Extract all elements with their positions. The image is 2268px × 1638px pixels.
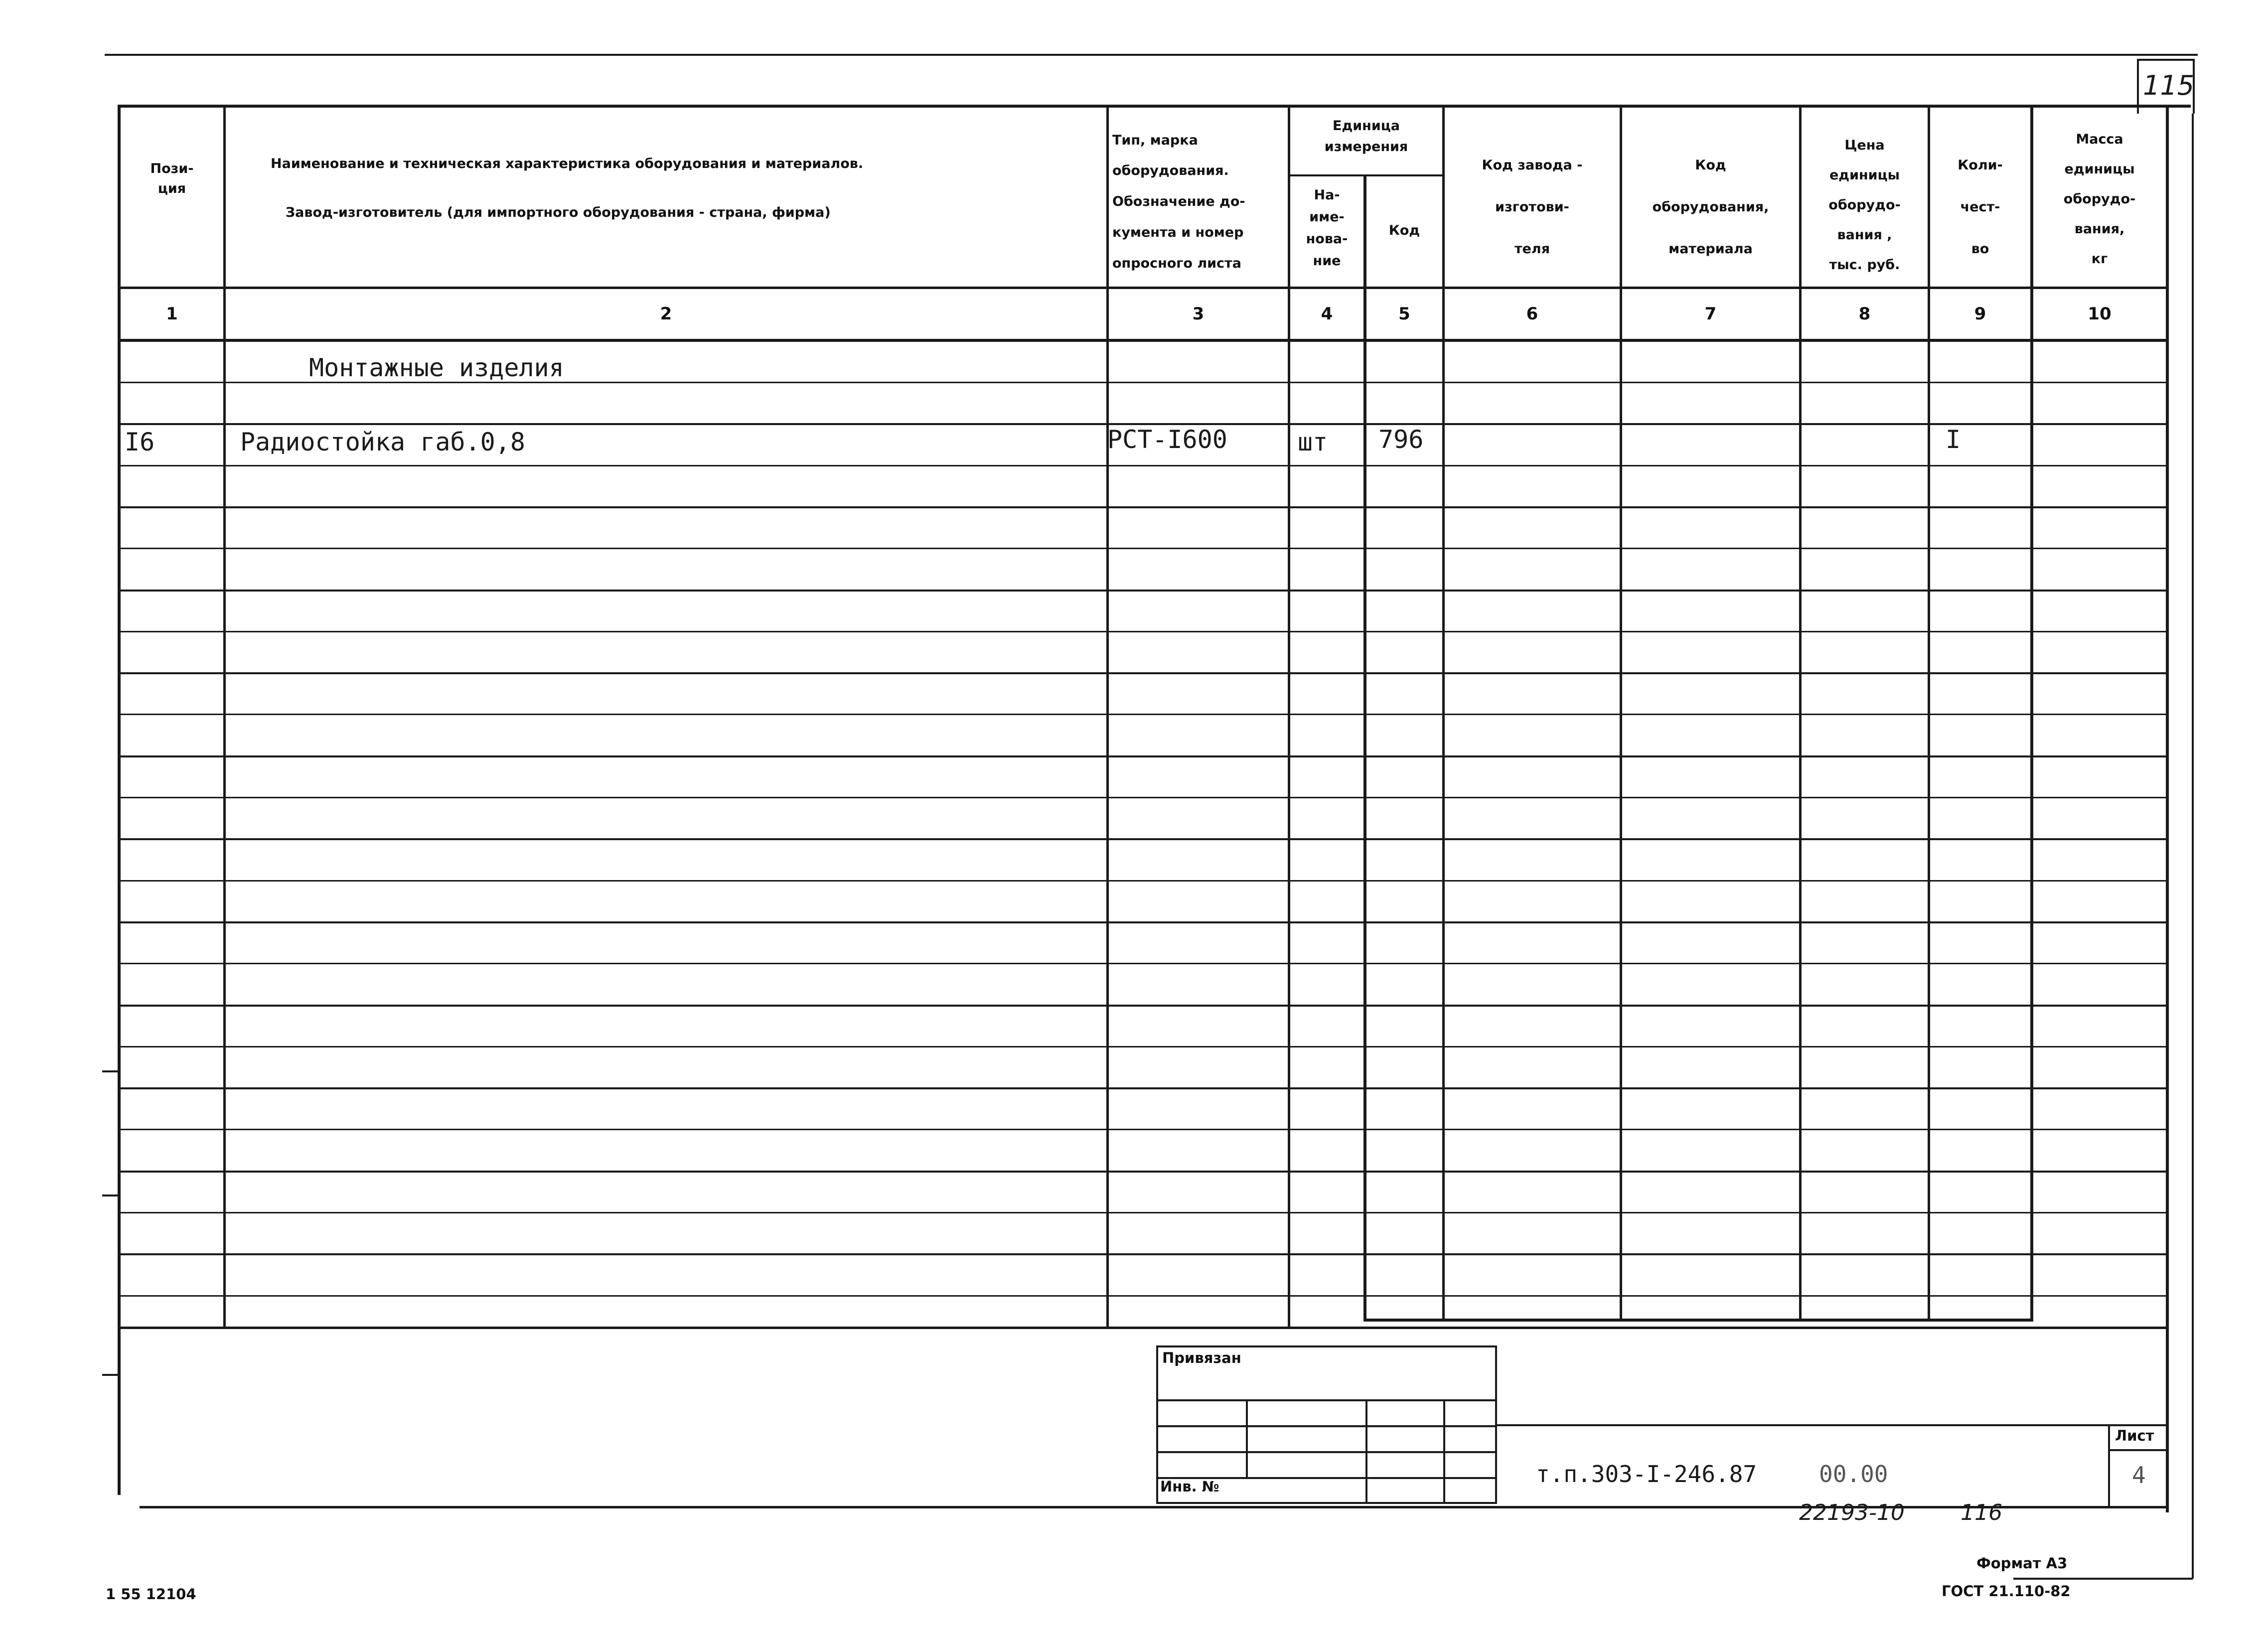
header-text: ция [157,181,186,196]
row-line [118,1295,2169,1297]
col-divider-4 [1363,174,1366,1321]
stamp-line [1156,1451,1497,1453]
header-col4 [1290,184,1363,272]
stamp-line [1246,1399,1248,1477]
row-name: Радиостойка габ.0,8 [240,428,525,456]
sheet-corner-number: 115 [2143,70,2195,101]
row-line [118,797,2169,798]
header-text: во [1971,241,1989,257]
col-divider-9 [2030,105,2033,1321]
header-col9 [1930,145,2030,270]
column-number: 4 [1321,304,1333,324]
row-line [118,921,2169,923]
table-right-border [2166,105,2169,1512]
header-text: вания, [2074,221,2125,237]
row-line [118,1005,2169,1007]
header-unit-group [1290,116,1442,157]
header-text: Коли- [1958,157,2003,173]
stamp-line [1156,1425,1497,1427]
table-top-border [118,105,2191,108]
header-text: Единица [1333,118,1400,134]
stamp-line [1156,1502,1497,1504]
footer-format: Формат А3 [1976,1555,2068,1572]
col-divider-5 [1442,105,1445,1321]
colnum-bottom-line [118,339,2169,342]
header-text: чест- [1960,199,2000,215]
column-number: 10 [2088,304,2112,324]
header-text: опросного листа [1112,256,1241,271]
row-quantity: I [1946,425,1961,454]
column-number: 1 [166,304,178,324]
row-line [118,506,2169,508]
stamp-attached-label: Привязан [1162,1349,1241,1366]
row-line [118,1171,2169,1173]
header-text: ние [1313,253,1341,269]
column-number: 8 [1858,304,1871,324]
binding-tick [102,1194,120,1196]
unit-group-line [1290,174,1444,176]
header-text: изготови- [1495,199,1569,215]
stamp-line [1365,1399,1367,1504]
footer-left-code: 1 55 12104 [106,1586,196,1603]
header-text: материала [1668,241,1753,257]
data-area-bottom [1363,1319,2033,1322]
header-text: измерения [1324,139,1408,154]
header-text: Масса [2076,132,2123,147]
row-line [118,465,2169,466]
row-unit-code: 796 [1378,425,1424,454]
stamp-line [1156,1399,1497,1401]
header-col7 [1622,145,1799,270]
handwritten-order-number: 22193-10 [1799,1500,1905,1525]
row-line [118,672,2169,674]
binding-tick [102,1070,120,1072]
header-text: Код [1695,157,1726,173]
header-text: Наименование и техническая характеристика оборудования и материалов. [271,156,864,171]
section-title: Монтажные изделия [309,353,564,382]
row-line [118,631,2169,632]
header-text: оборудо- [1828,197,1901,213]
header-text: единицы [2064,161,2135,177]
corner-box-top [2137,59,2194,61]
header-col3 [1112,126,1288,279]
header-text: Обозначение до- [1112,194,1245,209]
header-col10 [2033,125,2166,274]
header-text: оборудования, [1652,199,1769,215]
column-number: 3 [1192,304,1205,324]
column-number: 2 [660,304,672,324]
col-divider-2 [1106,105,1109,1327]
sheet-number: 4 [2132,1462,2146,1489]
row-line [118,1046,2169,1047]
header-text: Тип, марка [1112,133,1198,148]
row-line [118,1129,2169,1130]
header-text: Завод-изготовитель (для импортного оборудования - страна, фирма) [286,205,831,220]
header-text: На- [1314,187,1340,203]
header-text: име- [1309,209,1345,225]
col-divider-3 [1288,105,1290,1327]
binding-tick [102,1374,120,1376]
row-line [118,963,2169,964]
header-col6 [1445,145,1620,270]
column-number: 7 [1704,304,1717,324]
header-text: Цена [1844,138,1885,153]
handwritten-page-number: 116 [1961,1500,2002,1525]
document-code: т.п.303-I-246.87 [1536,1461,1757,1488]
row-line [118,880,2169,882]
header-col2 [226,149,1106,227]
col-divider-7 [1799,105,1802,1321]
frame-bottom-line [118,1327,2169,1329]
header-text: оборудования. [1112,163,1229,178]
header-text: нова- [1306,231,1348,247]
row-line [118,590,2169,592]
row-line [118,755,2169,757]
header-text: Пози- [150,161,194,176]
row-line [118,1253,2169,1255]
row-line [118,1212,2169,1213]
column-number: 5 [1398,304,1410,324]
row-line [118,1087,2169,1089]
top-border-line [105,54,2198,56]
document-suffix: 00.00 [1819,1461,1888,1488]
header-text: Код завода - [1482,157,1583,173]
header-text: кг [2091,251,2108,267]
stamp-line [1156,1345,1158,1504]
row-line [118,548,2169,549]
col-divider-1 [223,105,226,1327]
header-text: тыс. руб. [1829,257,1900,273]
header-text: единицы [1829,167,1900,183]
row-line [118,714,2169,715]
header-text: оборудо- [2063,191,2136,207]
header-text: Код [1388,223,1420,238]
page-right-border [2192,114,2194,1579]
header-text: теля [1514,241,1550,257]
stamp-line [1443,1399,1445,1504]
header-col1 [121,154,223,203]
stamp-inv-label: Инв. № [1160,1478,1219,1495]
row-line [118,838,2169,840]
col-divider-6 [1620,105,1622,1321]
row-type: РСТ-I600 [1107,425,1227,454]
header-text: кумента и номер [1112,225,1244,240]
title-block-line [2108,1449,2166,1451]
stamp-line [1156,1345,1497,1347]
title-block-line [1495,1424,2166,1426]
col-divider-8 [1928,105,1930,1321]
row-unit-name: шт [1298,428,1328,456]
header-col5 [1366,216,1442,245]
sheet-label: Лист [2115,1427,2154,1444]
page-bottom-border [2013,1578,2193,1580]
row-position: I6 [125,428,155,456]
title-block-line [2108,1424,2110,1506]
column-number: 9 [1974,304,1986,324]
footer-gost: ГОСТ 21.110-82 [1942,1583,2071,1600]
header-col8 [1802,131,1928,280]
header-text: вания , [1837,227,1892,243]
column-number: 6 [1526,304,1538,324]
